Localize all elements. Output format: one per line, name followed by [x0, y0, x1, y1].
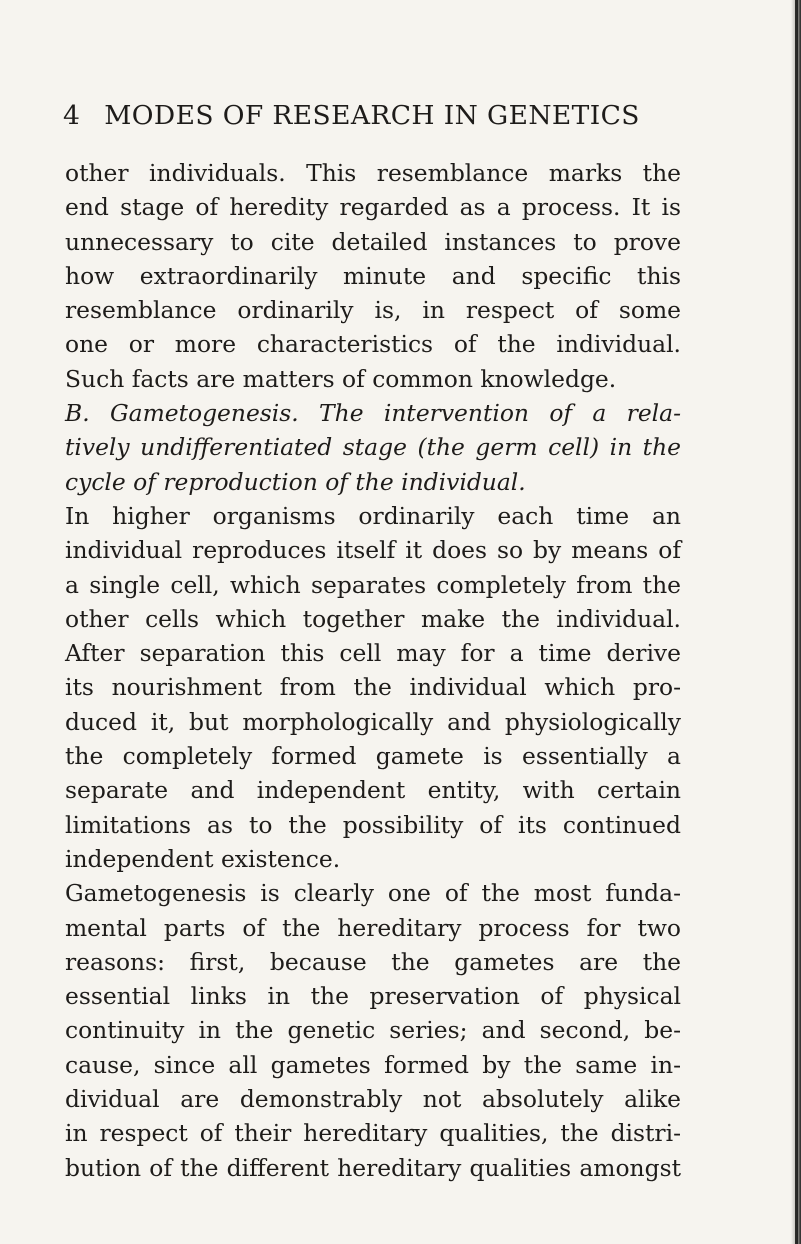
body-text [65, 156, 681, 1185]
text-line: a single cell, which separates completely from the [65, 570, 681, 599]
text-line: other cells which together make the individual. [65, 604, 681, 633]
text-line: other individuals. This resemblance marks the [65, 159, 681, 187]
text-line: end stage of heredity regarded as a process. It is [65, 193, 681, 222]
section-heading-line: cycle of reproduction of the individual. [65, 467, 526, 496]
text-line: limitations as to the possibility of its continued [65, 810, 681, 839]
text-line: one or more characteristics of the individual. [65, 330, 681, 359]
text-line: mental parts of the hereditary process for two [65, 913, 681, 942]
page-number: 4 [63, 100, 81, 131]
text-line: independent existence. [65, 844, 341, 873]
text-line: bution of the different hereditary qualities amongst [65, 1153, 681, 1182]
text-line: duced it, but morphologically and physiologically [65, 707, 681, 736]
text-line: essential links in the preservation of physical [65, 982, 681, 1011]
running-head [63, 100, 683, 131]
text-line: dividual are demonstrably not absolutely alike [65, 1085, 681, 1114]
text-line: Such facts are matters of common knowledge. [65, 364, 617, 393]
text-line: individual reproduces itself it does so by means of [65, 536, 681, 565]
text-line: continuity in the genetic series; and second, be- [65, 1016, 681, 1045]
text-line: In higher organisms ordinarily each time an [65, 501, 681, 530]
text-line: cause, since all gametes formed by the same in- [65, 1050, 681, 1079]
page-edge-line [795, 0, 798, 1244]
section-heading-line: B. Gametogenesis. The intervention of a rela- [65, 399, 681, 428]
text-line: how extraordinarily minute and specific this [65, 261, 681, 290]
text-line: unnecessary to cite detailed instances to prove [65, 227, 681, 256]
text-line: its nourishment from the individual which pro- [65, 673, 681, 702]
text-line: in respect of their hereditary qualities, the distri- [65, 1119, 681, 1148]
text-line: the completely formed gamete is essentially a [65, 742, 681, 771]
text-line: separate and independent entity, with certain [65, 776, 681, 805]
text-line: Gametogenesis is clearly one of the most funda- [65, 879, 681, 908]
chapter-title: MODES OF RESEARCH IN GENETICS [104, 100, 640, 131]
text-line: reasons: first, because the gametes are the [65, 947, 681, 976]
text-line: resemblance ordinarily is, in respect of some [65, 296, 681, 325]
text-line: After separation this cell may for a time derive [65, 639, 681, 668]
section-heading-line: tively undifferentiated stage (the germ cell) in the [65, 433, 681, 462]
